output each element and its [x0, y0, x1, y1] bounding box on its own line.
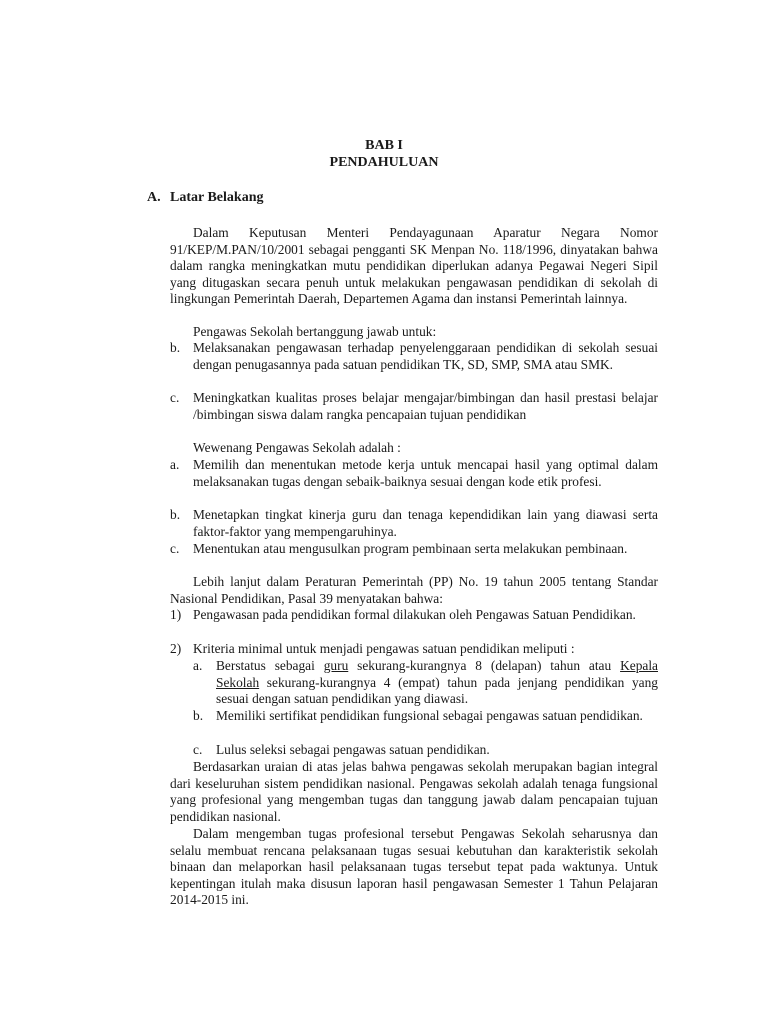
section-title: Latar Belakang: [170, 190, 264, 205]
section-number: A.: [147, 190, 161, 205]
sub-text: sekurang-kurangnya 4 (empat) tahun pada jenjang pendidikan yang sesuai dengan satuan pendidikan yang diawasi.: [216, 674, 658, 707]
list-item: [170, 607, 658, 624]
paragraph-5: Berdasarkan uraian di atas jelas bahwa pengawas sekolah merupakan bagian integral dari keseluruhan sistem pendidikan nasional. Pengawas sekolah adalah tenaga fungsional yang profesional yang mengemban tugas dan tanggung jawab dalam pencapaian tujuan pendidikan nasional.: [170, 759, 658, 824]
sub-text: Memiliki sertifikat pendidikan fungsional sebagai pengawas satuan pendidikan.: [216, 708, 643, 723]
list-marker: c.: [170, 541, 180, 556]
paragraph-1: Dalam Keputusan Menteri Pendayagunaan Aparatur Negara Nomor 91/KEP/M.PAN/10/2001 sebagai pengganti SK Menpan No. 118/1996, dinyatakan bahwa dalam rangka meningkatkan mutu pendidikan diperlukan adanya Pegawai Negeri Sipil yang ditugaskan secara penuh untuk melakukan pengawasan pendidikan di sekolah di lingkungan Pemerintah Daerah, Departemen Agama dan instansi Pemerintah lainnya.: [170, 225, 658, 307]
paragraph-2: Pengawas Sekolah bertanggung jawab untuk:: [193, 324, 437, 339]
paragraph-6: Dalam mengemban tugas profesional tersebut Pengawas Sekolah seharusnya dan selalu membuat rencana pelaksanaan tugas sesuai kebutuhan dan karakteristik sekolah binaan dan melaporkan hasil pelaksanaan tugas tersebut tepat pada waktunya. Untuk kepentingan itulah maka disusun laporan hasil pengawasan Semester 1 Tahun Pelajaran 2014-2015 ini.: [170, 826, 658, 908]
list-item: [170, 541, 658, 558]
list-item-text: Pengawasan pada pendidikan formal dilakukan oleh Pengawas Satuan Pendidikan.: [193, 607, 636, 622]
list-marker: 2): [170, 641, 182, 656]
list-marker: b.: [170, 340, 181, 355]
sub-list-item: [193, 708, 658, 725]
section-heading: [147, 190, 263, 206]
list-item: [170, 457, 658, 490]
paragraph-4: Lebih lanjut dalam Peraturan Pemerintah (PP) No. 19 tahun 2005 tentang Standar Nasional Pendidikan, Pasal 39 menyatakan bahwa:: [170, 574, 658, 606]
list-marker: b.: [170, 507, 181, 522]
chapter-number: BAB I: [365, 138, 403, 153]
list-item: [170, 390, 658, 423]
sub-list-item: [193, 742, 658, 759]
paragraph-3: Wewenang Pengawas Sekolah adalah :: [193, 440, 401, 455]
list-marker: c.: [170, 390, 180, 405]
list-marker: b.: [193, 708, 204, 723]
sub-list-item: [193, 658, 658, 708]
chapter-title: PENDAHULUAN: [329, 155, 439, 170]
underlined-word: Sekolah: [216, 674, 260, 690]
list-marker: c.: [193, 742, 203, 757]
underlined-word: guru: [323, 658, 349, 673]
list-item: [170, 641, 658, 658]
list-marker: a.: [170, 457, 180, 472]
list-item-text: Melaksanakan pengawasan terhadap penyelenggaraan pendidikan di sekolah sesuai dengan penugasannya pada satuan pendidikan TK, SD, SMP, SMA atau SMK.: [193, 340, 658, 372]
list-item-text: Menentukan atau mengusulkan program pembinaan serta melakukan pembinaan.: [193, 541, 628, 556]
list-item-text: Kriteria minimal untuk menjadi pengawas satuan pendidikan meliputi :: [193, 641, 575, 656]
list-item: [170, 340, 658, 373]
list-marker: a.: [193, 658, 203, 673]
list-item-text: Memilih dan menentukan metode kerja untuk mencapai hasil yang optimal dalam melaksanakan tugas dengan sebaik-baiknya sesuai dengan kode etik profesi.: [193, 457, 658, 489]
sub-text: Lulus seleksi sebagai pengawas satuan pendidikan.: [216, 742, 490, 757]
list-marker: 1): [170, 607, 182, 622]
sub-text: sekurang-kurangnya 8 (delapan) tahun atau: [348, 658, 621, 673]
list-item: [170, 507, 658, 540]
underlined-word: Kepala: [620, 658, 658, 673]
list-item-text: Menetapkan tingkat kinerja guru dan tenaga kependidikan lain yang diawasi serta faktor-faktor yang mempengaruhinya.: [193, 507, 658, 539]
list-item-text: Meningkatkan kualitas proses belajar mengajar/bimbingan dan hasil prestasi belajar /bimbingan siswa dalam rangka pencapaian tujuan pendidikan: [193, 390, 658, 422]
sub-text: Berstatus sebagai: [216, 658, 324, 673]
